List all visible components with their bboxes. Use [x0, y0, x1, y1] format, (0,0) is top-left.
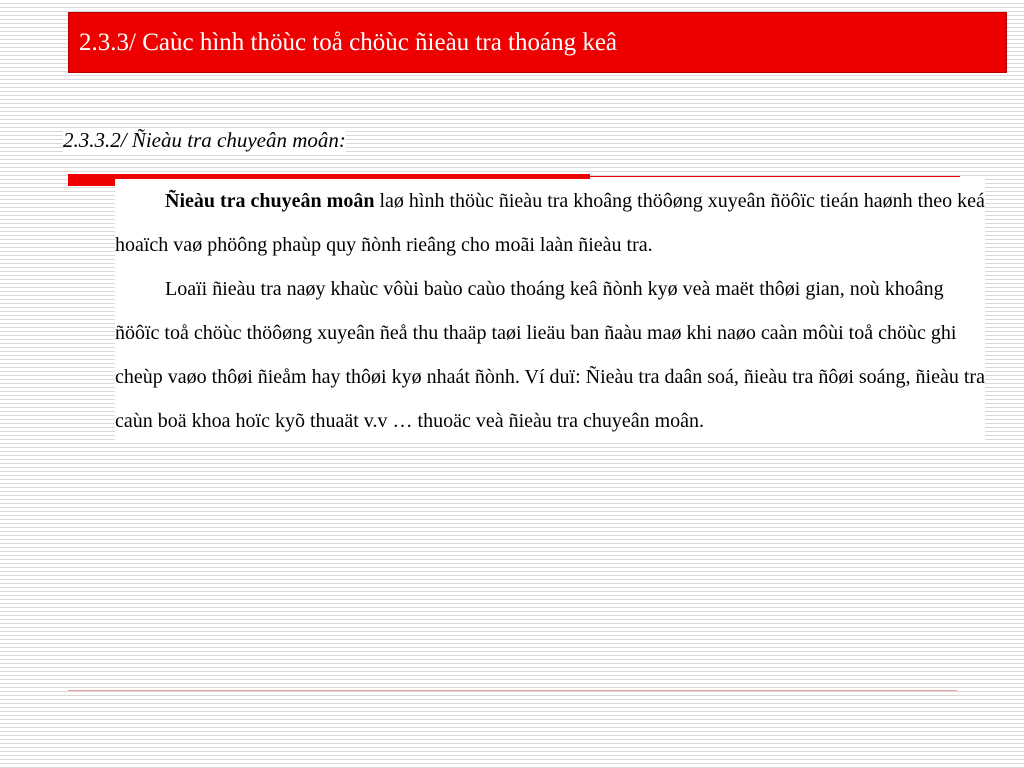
section-heading: 2.3.3.2/ Ñieàu tra chuyeân moân: [63, 128, 346, 152]
slide-title-box [68, 12, 1007, 73]
paragraph-1 [115, 179, 985, 267]
slide-title: 2.3.3/ Caùc hình thöùc toå chöùc ñieàu tra thoáng keâ [79, 28, 618, 56]
footer-divider [68, 690, 957, 691]
paragraph-1-text: laø hình thöùc ñieàu tra khoâng thöôøng xuyeân ñöôïc tieán haønh theo keá hoaïch vaø phöông phaùp quy ñònh rieâng cho moãi laàn ñieàu tra. [115, 190, 985, 256]
paragraph-2: Loaïi ñieàu tra naøy khaùc vôùi baùo caùo thoáng keâ ñònh kyø veà maët thôøi gian, noù khoâng ñöôïc toå chöùc thöôøng xuyeân ñeå thu thaäp taøi lieäu ban ñaàu maø khi naøo caàn môùi toå chöùc ghi cheùp vaøo thôøi ñieåm hay thôøi kyø nhaát ñònh. Ví duï: Ñieàu tra daân soá, ñieàu tra ñôøi soáng, ñieàu tra caùn boä khoa hoïc kyõ thuaät v.v … thuoäc veà ñieàu tra chuyeân moân. [115, 278, 985, 432]
paragraph-1-term: Ñieàu tra chuyeân moân [165, 190, 375, 212]
content-area [115, 179, 985, 443]
decorative-red-line [590, 176, 960, 177]
